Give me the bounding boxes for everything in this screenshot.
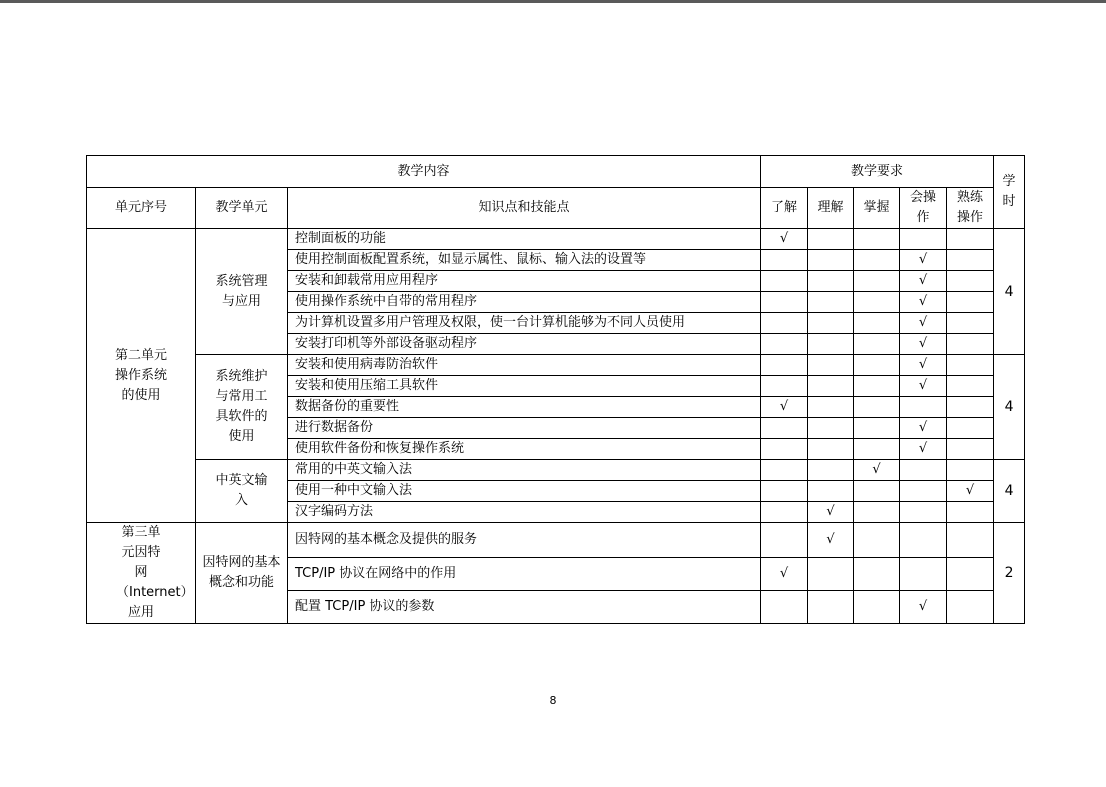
- level-cell: [947, 292, 994, 313]
- knowledge-item: 安装和卸载常用应用程序: [288, 271, 761, 292]
- level-cell: [854, 481, 900, 502]
- knowledge-item: 使用控制面板配置系统，如显示属性、鼠标、输入法的设置等: [288, 250, 761, 271]
- knowledge-item: 汉字编码方法: [288, 502, 761, 523]
- check-mark: √: [808, 502, 854, 523]
- check-mark: √: [808, 523, 854, 558]
- level-cell: [947, 502, 994, 523]
- level-cell: [854, 557, 900, 591]
- check-mark: √: [900, 376, 947, 397]
- level-cell: [947, 334, 994, 355]
- level-cell: [761, 523, 808, 558]
- check-mark: √: [900, 355, 947, 376]
- curriculum-table-body: [87, 156, 1025, 624]
- section-name-cell: 系统管理与应用: [196, 229, 288, 355]
- knowledge-item: 数据备份的重要性: [288, 397, 761, 418]
- knowledge-item: 安装和使用压缩工具软件: [288, 376, 761, 397]
- knowledge-item: 安装打印机等外部设备驱动程序: [288, 334, 761, 355]
- page-number: 8: [549, 694, 557, 707]
- level-cell: [761, 313, 808, 334]
- check-mark: √: [900, 439, 947, 460]
- level-cell: [854, 229, 900, 250]
- level-cell: [854, 271, 900, 292]
- hours-cell: 2: [994, 523, 1025, 624]
- level-cell: [947, 557, 994, 591]
- section-name-cell: 中英文输入: [196, 460, 288, 523]
- level-cell: [761, 271, 808, 292]
- level-cell: [808, 591, 854, 624]
- level-cell: [808, 376, 854, 397]
- unit-name-cell: 第三单元因特网（Internet）应用: [87, 523, 196, 624]
- level-cell: [761, 292, 808, 313]
- hours-cell: 4: [994, 229, 1025, 355]
- check-mark: √: [900, 591, 947, 624]
- header-level-comprehend: 理解: [808, 188, 854, 229]
- level-cell: [900, 502, 947, 523]
- check-mark: √: [900, 292, 947, 313]
- level-cell: [900, 557, 947, 591]
- level-cell: [947, 439, 994, 460]
- level-cell: [947, 355, 994, 376]
- level-cell: [761, 355, 808, 376]
- level-cell: [947, 250, 994, 271]
- section-name-cell: 因特网的基本概念和功能: [196, 523, 288, 624]
- level-cell: [854, 250, 900, 271]
- knowledge-item: 使用软件备份和恢复操作系统: [288, 439, 761, 460]
- level-cell: [900, 460, 947, 481]
- top-border: [0, 0, 1106, 3]
- hours-cell: 4: [994, 460, 1025, 523]
- level-cell: [900, 397, 947, 418]
- check-mark: √: [947, 481, 994, 502]
- level-cell: [854, 418, 900, 439]
- level-cell: [808, 229, 854, 250]
- table-row: [87, 229, 1025, 250]
- level-cell: [761, 334, 808, 355]
- level-cell: [947, 591, 994, 624]
- check-mark: √: [761, 557, 808, 591]
- table-row: [87, 355, 1025, 376]
- level-cell: [761, 591, 808, 624]
- header-level-understand: 了解: [761, 188, 808, 229]
- header-level-proficient: 熟练操作: [947, 188, 994, 229]
- level-cell: [947, 397, 994, 418]
- knowledge-item: 常用的中英文输入法: [288, 460, 761, 481]
- level-cell: [947, 460, 994, 481]
- header-teaching-unit: 教学单元: [196, 188, 288, 229]
- header-points: 知识点和技能点: [288, 188, 761, 229]
- level-cell: [808, 271, 854, 292]
- hours-cell: 4: [994, 355, 1025, 460]
- header-row: [87, 156, 1025, 188]
- knowledge-item: 使用一种中文输入法: [288, 481, 761, 502]
- header-teaching-content: 教学内容: [87, 156, 761, 188]
- level-cell: [854, 502, 900, 523]
- check-mark: √: [900, 313, 947, 334]
- level-cell: [808, 397, 854, 418]
- level-cell: [761, 376, 808, 397]
- level-cell: [808, 418, 854, 439]
- unit-name-cell: 第二单元操作系统的使用: [87, 229, 196, 523]
- level-cell: [854, 376, 900, 397]
- knowledge-item: TCP/IP 协议在网络中的作用: [288, 557, 761, 591]
- level-cell: [947, 313, 994, 334]
- level-cell: [947, 229, 994, 250]
- knowledge-item: 因特网的基本概念及提供的服务: [288, 523, 761, 558]
- level-cell: [808, 460, 854, 481]
- level-cell: [900, 523, 947, 558]
- level-cell: [808, 334, 854, 355]
- level-cell: [808, 481, 854, 502]
- check-mark: √: [900, 250, 947, 271]
- level-cell: [761, 460, 808, 481]
- header-level-operate: 会操作: [900, 188, 947, 229]
- knowledge-item: 进行数据备份: [288, 418, 761, 439]
- header-unit-no: 单元序号: [87, 188, 196, 229]
- level-cell: [761, 502, 808, 523]
- level-cell: [947, 523, 994, 558]
- level-cell: [854, 591, 900, 624]
- level-cell: [761, 250, 808, 271]
- subheader-row: [87, 188, 1025, 229]
- level-cell: [808, 313, 854, 334]
- level-cell: [854, 523, 900, 558]
- check-mark: √: [854, 460, 900, 481]
- level-cell: [808, 439, 854, 460]
- curriculum-table: [86, 155, 1025, 624]
- level-cell: [808, 292, 854, 313]
- level-cell: [947, 376, 994, 397]
- table-row: [87, 523, 1025, 558]
- check-mark: √: [900, 271, 947, 292]
- knowledge-item: 控制面板的功能: [288, 229, 761, 250]
- level-cell: [854, 313, 900, 334]
- knowledge-item: 使用操作系统中自带的常用程序: [288, 292, 761, 313]
- level-cell: [854, 292, 900, 313]
- header-teaching-requirements: 教学要求: [761, 156, 994, 188]
- knowledge-item: 安装和使用病毒防治软件: [288, 355, 761, 376]
- level-cell: [900, 481, 947, 502]
- level-cell: [808, 250, 854, 271]
- level-cell: [900, 229, 947, 250]
- knowledge-item: 为计算机设置多用户管理及权限，使一台计算机能够为不同人员使用: [288, 313, 761, 334]
- level-cell: [947, 418, 994, 439]
- level-cell: [947, 271, 994, 292]
- check-mark: √: [900, 418, 947, 439]
- table-row: [87, 460, 1025, 481]
- level-cell: [854, 397, 900, 418]
- level-cell: [808, 355, 854, 376]
- level-cell: [761, 481, 808, 502]
- level-cell: [808, 557, 854, 591]
- check-mark: √: [761, 397, 808, 418]
- level-cell: [761, 439, 808, 460]
- section-name-cell: 系统维护与常用工具软件的使用: [196, 355, 288, 460]
- header-level-master: 掌握: [854, 188, 900, 229]
- check-mark: √: [900, 334, 947, 355]
- knowledge-item: 配置 TCP/IP 协议的参数: [288, 591, 761, 624]
- level-cell: [761, 418, 808, 439]
- header-hours: 学时: [994, 156, 1025, 229]
- check-mark: √: [761, 229, 808, 250]
- level-cell: [854, 355, 900, 376]
- level-cell: [854, 334, 900, 355]
- level-cell: [854, 439, 900, 460]
